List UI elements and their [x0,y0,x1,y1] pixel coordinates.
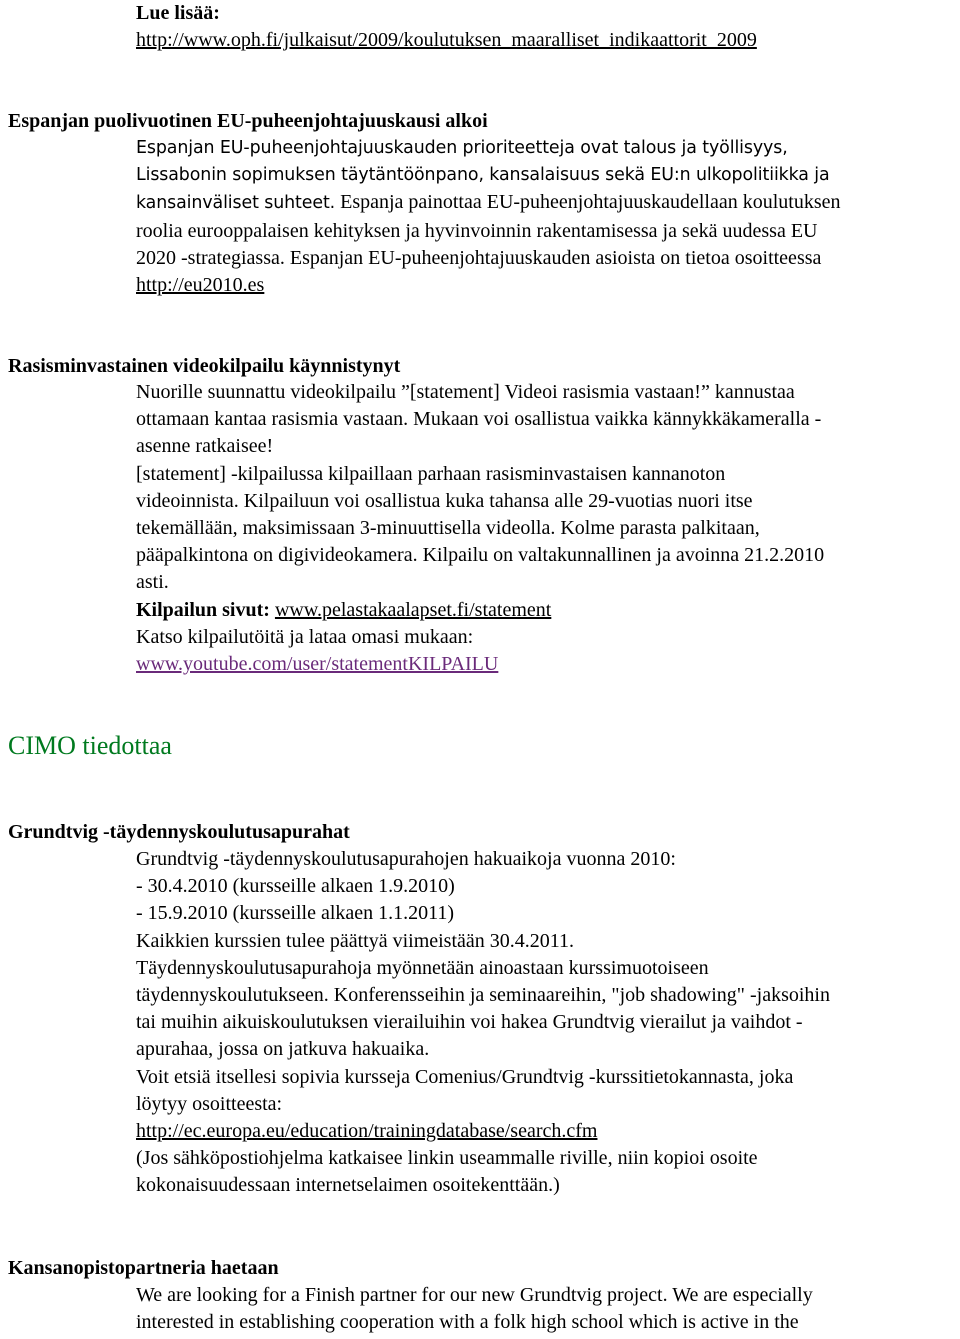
rasismi-body [136,379,958,678]
rasismi-line-4: [statement] -kilpailussa kilpaillaan parhaan rasisminvastaisen kannanoton [136,462,726,485]
espanja-heading: Espanjan puolivuotinen EU-puheenjohtajuuskausi alkoi [8,110,488,132]
katso-text: Katso kilpailutöitä ja lataa omasi mukaan: [136,625,474,648]
kansanopisto-line-2: interested in establishing cooperation with a folk high school which is active in the [136,1311,799,1334]
grundtvig-line-1: Grundtvig -täydennyskoulutusapurahojen hakuaikoja vuonna 2010: [136,848,676,870]
grundtvig-note-1: (Jos sähköpostiohjelma katkaisee linkin useammalle riville, niin kopioi osoite [136,1147,758,1170]
grundtvig-line-9: Voit etsiä itsellesi sopivia kursseja Comenius/Grundtvig -kurssitietokannasta, joka [136,1065,794,1088]
espanja-line-3-serif: Espanja painottaa EU-puheenjohtajuuskaudellaan koulutuksen [335,191,841,214]
espanja-line-3-sans: kansainväliset suhteet. [136,193,336,214]
grundtvig-heading: Grundtvig -täydennyskoulutusapurahat [8,821,350,843]
rasismi-line-1: Nuorille suunnattu videokilpailu ”[statement] Videoi rasismia vastaan!” kannustaa [136,381,795,403]
grundtvig-line-4: Kaikkien kurssien tulee päättyä viimeistään 30.4.2011. [136,929,575,952]
kansanopisto-body [136,1282,958,1336]
eu2010-link[interactable]: http://eu2010.es [136,274,265,297]
grundtvig-line-3: - 15.9.2010 (kursseille alkaen 1.1.2011) [136,902,455,925]
kansanopisto-heading: Kansanopistopartneria haetaan [8,1257,279,1279]
rasismi-line-6: tekemällään, maksimissaan 3-minuuttisella videolla. Kolme parasta palkitaan, [136,517,760,540]
grundtvig-line-6: täydennyskoulutukseen. Konferensseihin ja seminaareihin, "job shadowing" -jaksoihin [136,984,830,1007]
kilpailun-sivut-line [136,597,958,624]
espanja-line-4: roolia eurooppalaisen kehityksen ja hyvinvoinnin rakentamisessa ja sekä uudessa EU [136,219,818,242]
rasismi-line-8: asti. [136,571,169,594]
grundtvig-line-2: - 30.4.2010 (kursseille alkaen 1.9.2010) [136,875,455,898]
grundtvig-note-2: kokonaisuudessaan internetselaimen osoitekenttään.) [136,1174,560,1197]
espanja-line-2: Lissabonin sopimuksen täytäntöönpano, kansalaisuus sekä EU:n ulkopolitiikka ja [136,165,830,186]
grundtvig-line-7: tai muihin aikuiskoulutuksen vierailuihin voi hakea Grundtvig vierailut ja vaihdot - [136,1011,803,1034]
espanja-line-1: Espanjan EU-puheenjohtajuuskauden prioriteetteja ovat talous ja työllisyys, [136,138,788,158]
kilpailun-sivut-label: Kilpailun sivut: [136,598,270,621]
grundtvig-line-5: Täydennyskoulutusapurahoja myönnetään ainoastaan kurssimuotoiseen [136,956,709,979]
read-more-block [136,0,958,54]
rasismi-line-7: pääpalkintona on digivideokamera. Kilpailu on valtakunnallinen ja avoinna 21.2.2010 [136,544,825,567]
grundtvig-line-10: löytyy osoitteesta: [136,1092,283,1115]
rasismi-line-5: videoinnista. Kilpailuun voi osallistua kuka tahansa alle 29-vuotias nuori itse [136,489,753,512]
youtube-link[interactable]: www.youtube.com/user/statementKILPAILU [136,653,499,676]
rasismi-line-3: asenne ratkaisee! [136,435,274,458]
cimo-heading: CIMO tiedottaa [8,731,172,760]
espanja-body [136,135,958,299]
grundtvig-line-8: apurahaa, jossa on jatkuva hakuaika. [136,1038,430,1061]
trainingdatabase-link[interactable]: http://ec.europa.eu/education/trainingdatabase/search.cfm [136,1120,598,1143]
rasismi-heading: Rasisminvastainen videokilpailu käynnistynyt [8,355,401,377]
espanja-line-5: 2020 -strategiassa. Espanjan EU-puheenjohtajuuskauden asioista on tietoa osoitteessa [136,246,822,269]
espanja-line-3 [136,189,958,217]
rasismi-line-2: ottamaan kantaa rasismia vastaan. Mukaan voi osallistua vaikka kännykkäkameralla - [136,408,822,431]
read-more-link[interactable]: http://www.oph.fi/julkaisut/2009/koulutuksen_maaralliset_indikaattorit_2009 [136,29,757,52]
grundtvig-body [136,846,958,1200]
pelastakaalapset-link[interactable]: www.pelastakaalapset.fi/statement [274,598,552,621]
kansanopisto-line-1: We are looking for a Finish partner for our new Grundtvig project. We are especially [136,1284,813,1306]
read-more-label: Lue lisää: [136,2,220,24]
